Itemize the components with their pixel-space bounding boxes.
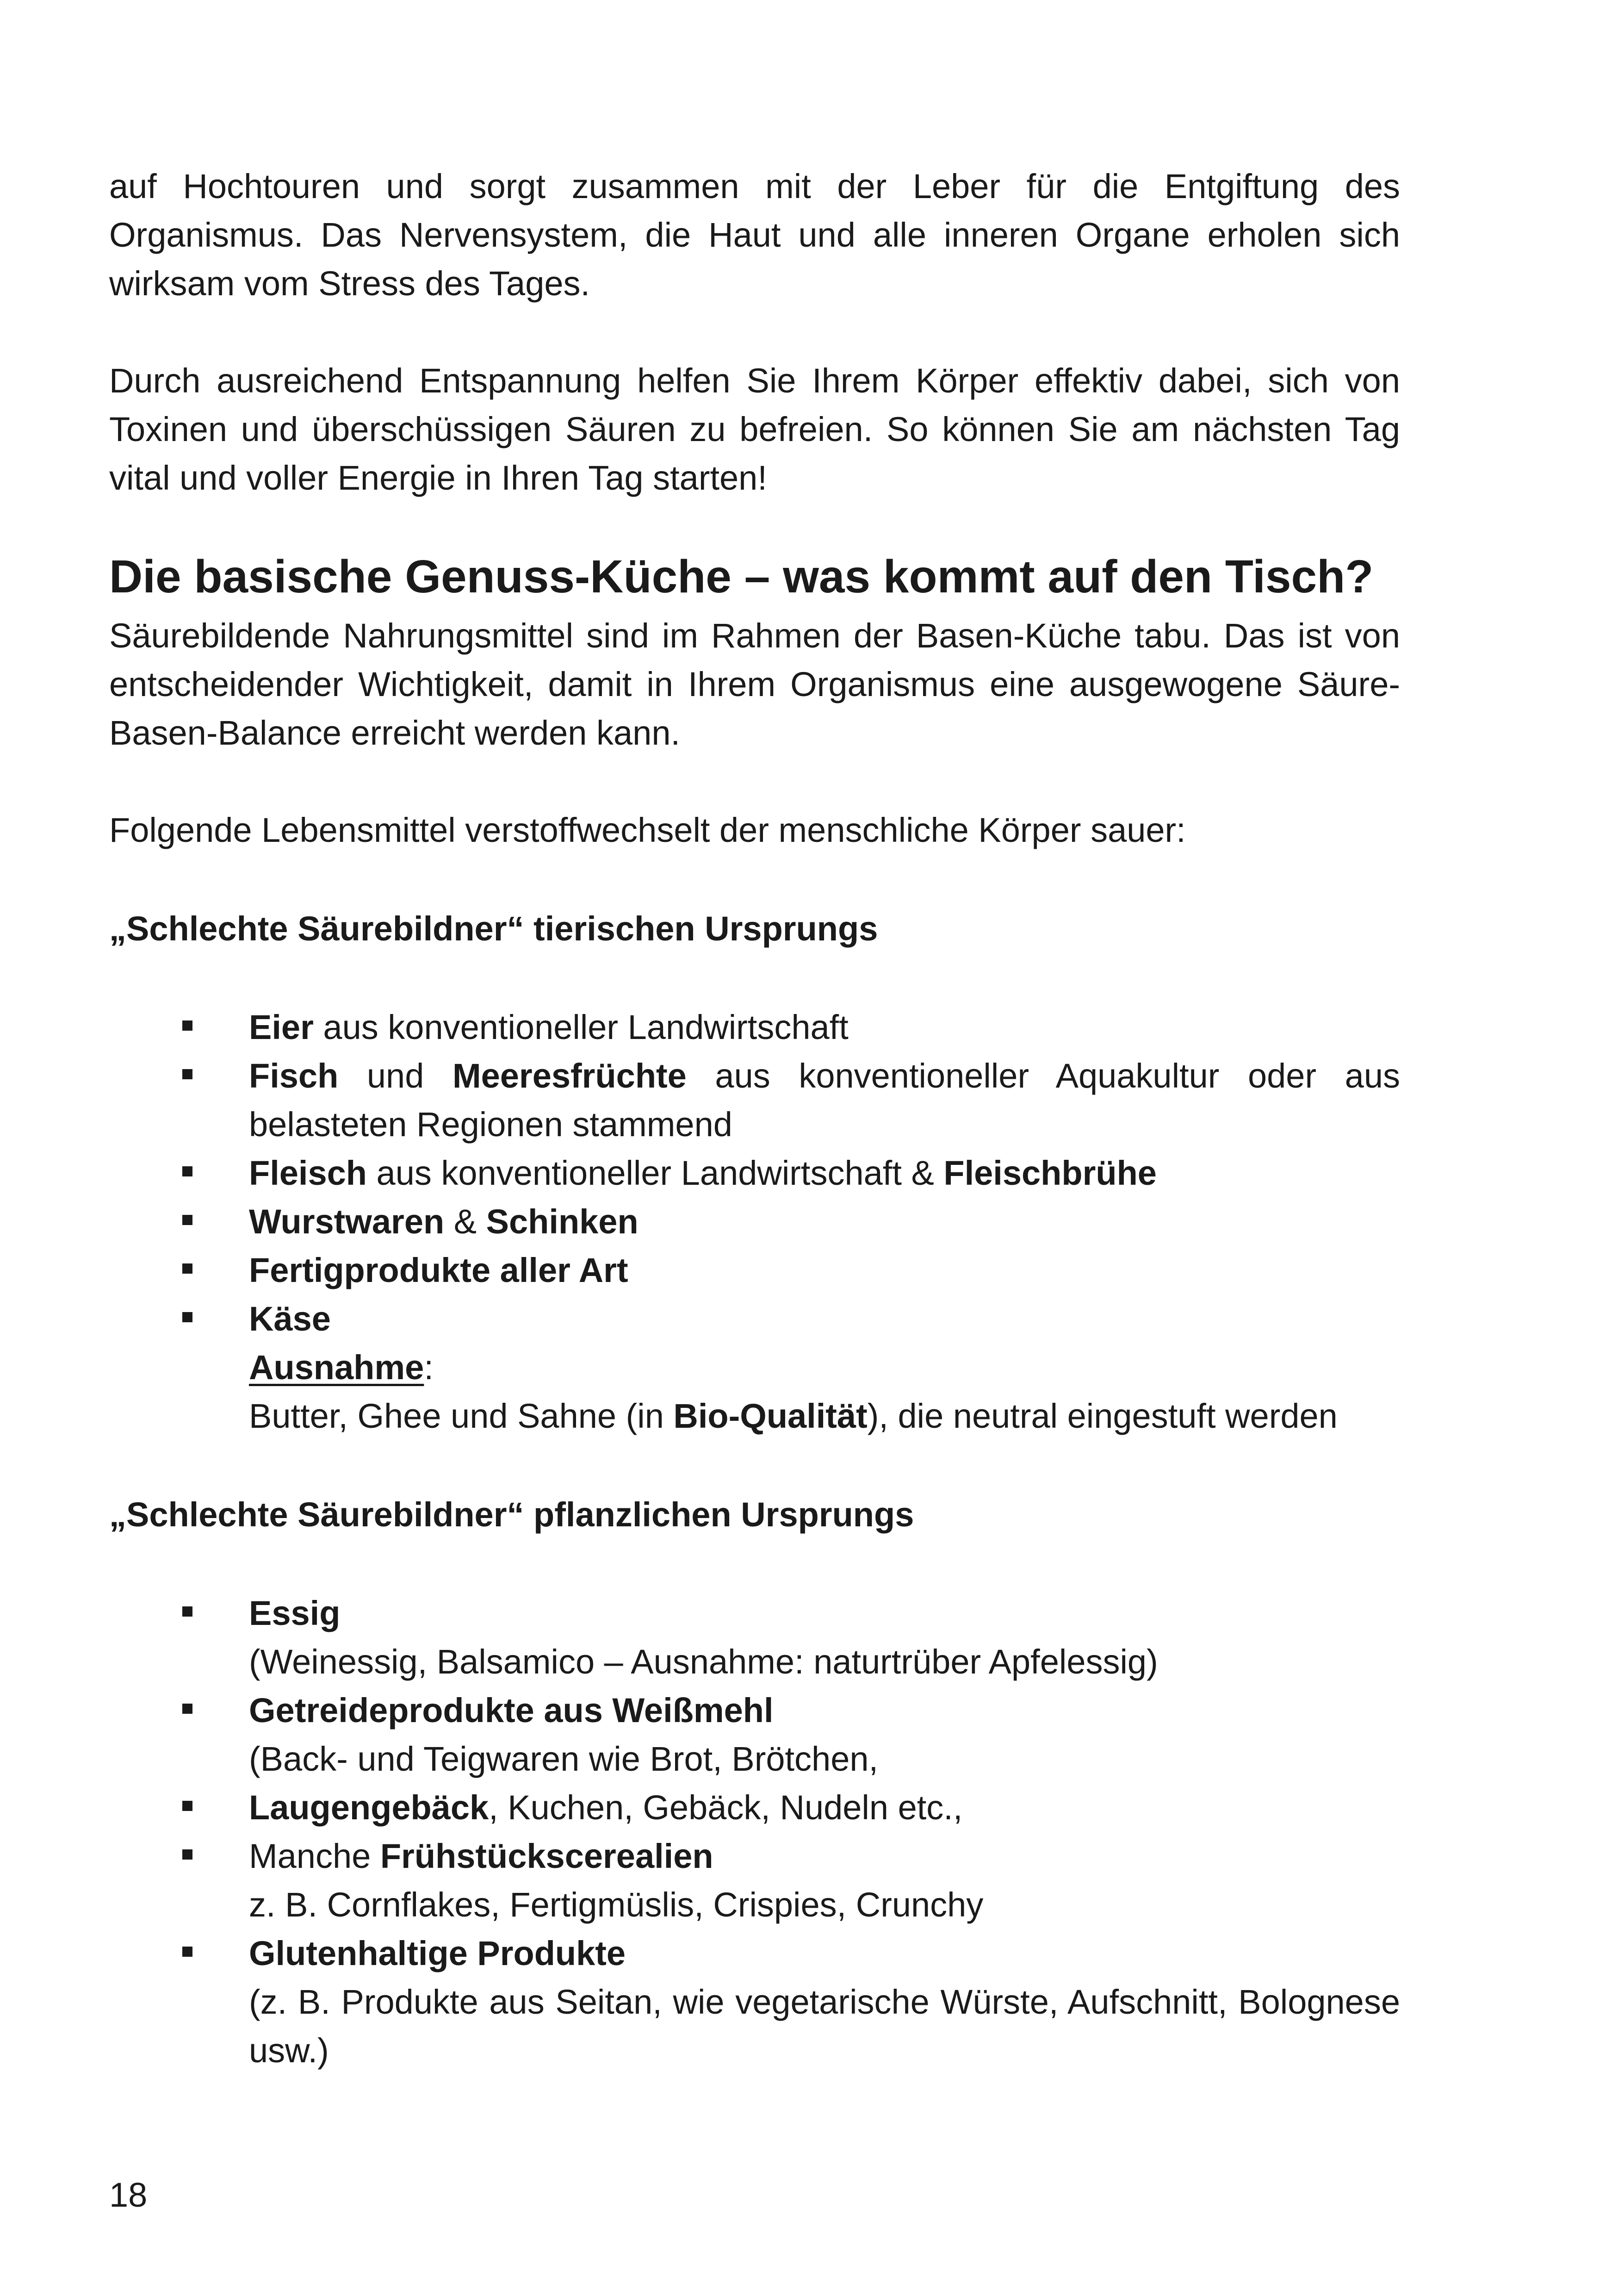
exception-note: Ausnahme: [249, 1348, 434, 1387]
square-bullet-icon [182, 1020, 192, 1031]
page-content [109, 162, 1400, 2075]
square-bullet-icon [182, 1704, 192, 1714]
animal-list [109, 1003, 1400, 1440]
intro-paragraph-2: Durch ausreichend Entspannung helfen Sie Ihrem Körper effektiv dabei, sich von Toxinen und überschüssigen Säuren zu befreien. So können Sie am nächsten Tag vital und voller Energie in Ihren Tag starten! [109, 361, 1400, 497]
list-item: Eier aus konventioneller Landwirtschaft [109, 1003, 1400, 1052]
square-bullet-icon [182, 1166, 192, 1176]
list-item: Fisch und Meeresfrüchte aus konventioneller Aquakultur oder aus belasteten Regionen stammend [109, 1052, 1400, 1149]
section-heading: Die basische Genuss-Küche – was kommt auf den Tisch? [109, 551, 1374, 603]
list-item: Fertigprodukte aller Art [109, 1246, 1400, 1294]
square-bullet-icon [182, 1606, 192, 1617]
exception-label: Ausnahme [249, 1348, 424, 1387]
intro-paragraph-1: auf Hochtouren und sorgt zusammen mit der Leber für die Entgiftung des Organismus. Das Nervensystem, die Haut und alle inneren Organe erholen sich wirksam vom Stress des Tages. [109, 167, 1400, 303]
list-item: Laugengebäck, Kuchen, Gebäck, Nudeln etc., [109, 1783, 1400, 1832]
list-item: Fleisch aus konventioneller Landwirtschaft & Fleischbrühe [109, 1149, 1400, 1197]
square-bullet-icon [182, 1069, 192, 1079]
square-bullet-icon [182, 1801, 192, 1811]
animal-subheading: „Schlechte Säurebildner“ tierischen Ursprungs [109, 909, 878, 948]
plant-list [109, 1589, 1400, 2075]
square-bullet-icon [182, 1947, 192, 1957]
list-item: Manche Frühstückscerealien z. B. Cornflakes, Fertigmüslis, Crispies, Crunchy [109, 1832, 1400, 1929]
list-item: Essig (Weinessig, Balsamico – Ausnahme: naturtrüber Apfelessig) [109, 1589, 1400, 1686]
list-item: Käse Ausnahme: Butter, Ghee und Sahne (in Bio-Qualität), die neutral eingestuft werden [109, 1294, 1400, 1440]
list-item: Glutenhaltige Produkte (z. B. Produkte aus Seitan, wie vegetarische Würste, Aufschnitt, Bolognese usw.) [109, 1929, 1400, 2075]
list-item: Getreideprodukte aus Weißmehl (Back- und Teigwaren wie Brot, Brötchen, [109, 1686, 1400, 1783]
square-bullet-icon [182, 1849, 192, 1860]
body-paragraph-2: Folgende Lebensmittel verstoffwechselt der menschliche Körper sauer: [109, 811, 1186, 849]
body-paragraph-1: Säurebildende Nahrungsmittel sind im Rahmen der Basen-Küche tabu. Das ist von entscheidender Wichtigkeit, damit in Ihrem Organismus eine ausgewogene Säure-Basen-Balance erreicht werden kann. [109, 616, 1400, 752]
square-bullet-icon [182, 1215, 192, 1225]
plant-subheading: „Schlechte Säurebildner“ pflanzlichen Ursprungs [109, 1495, 914, 1534]
square-bullet-icon [182, 1263, 192, 1274]
square-bullet-icon [182, 1312, 192, 1322]
page-number: 18 [109, 2176, 148, 2214]
list-item: Wurstwaren & Schinken [109, 1197, 1400, 1246]
